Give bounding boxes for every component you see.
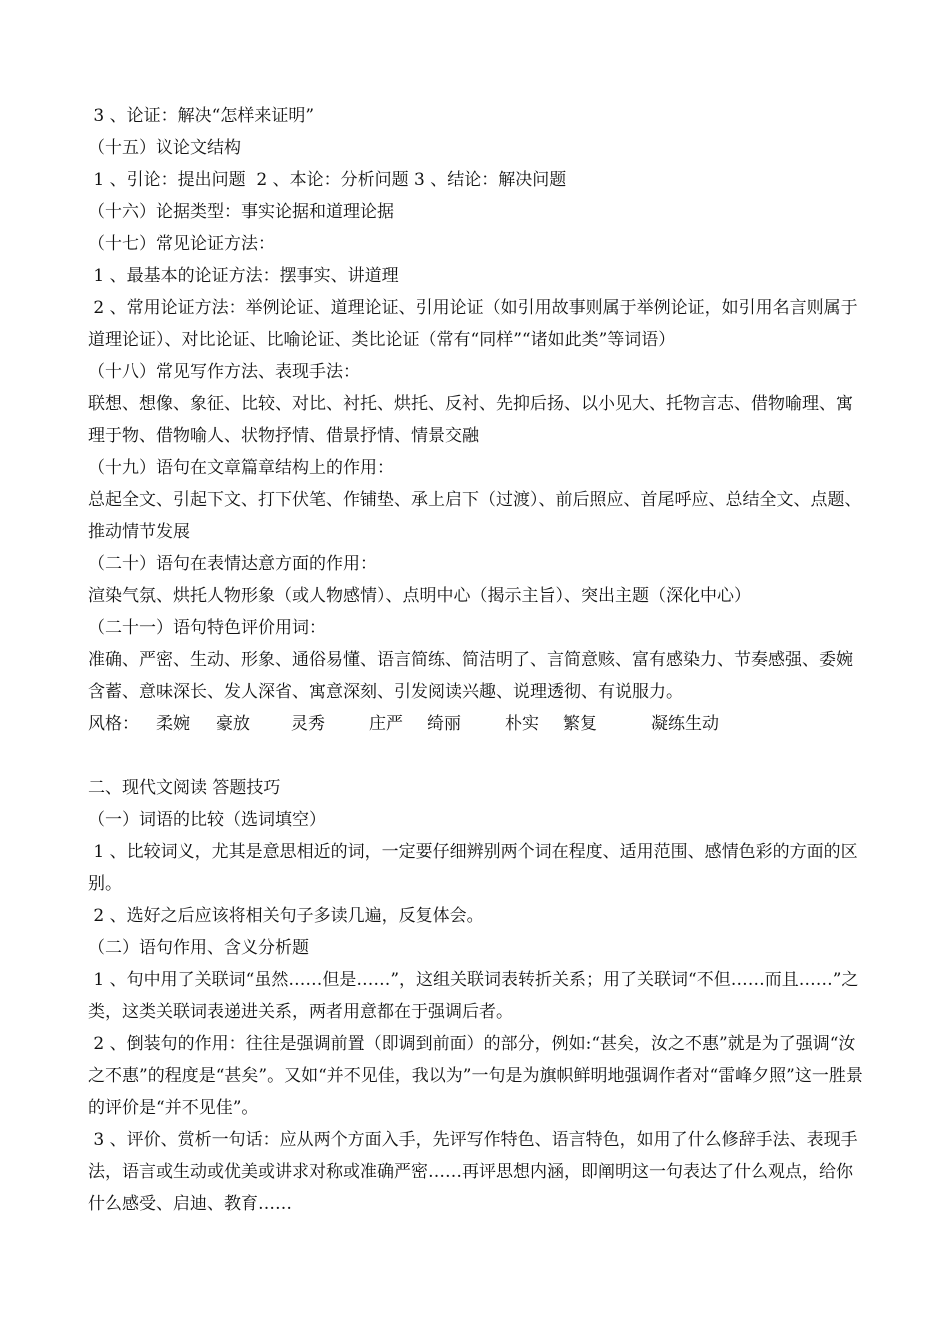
heading-16-evidence-types: （十六）论据类型：事实论据和道理论据 xyxy=(88,202,394,222)
heading-17-argument-methods: （十七）常见论证方法： xyxy=(88,234,275,254)
section-heading-modern-reading: 二、现代文阅读 答题技巧 xyxy=(88,778,281,798)
paragraph-common-methods: 2 、常用论证方法：举例论证、道理论证、引用论证（如引用故事则属于举例论证，如引用名言则属于道理论证）、对比论证、比喻论证、类比论证（常有“同样”“诸如此类”等词语） xyxy=(88,298,858,350)
heading-15-structure: （十五）议论文结构 xyxy=(88,138,241,158)
paragraph-word-comparison-2: 2 、选好之后应该将相关句子多读几遍，反复体会。 xyxy=(88,906,484,926)
style-label: 风格： xyxy=(88,714,139,734)
style-item: 凝练生动 xyxy=(651,714,719,734)
style-list xyxy=(88,708,868,740)
paragraph-evaluation-terms: 准确、严密、生动、形象、通俗易懂、语言简练、简洁明了、言简意赅、富有感染力、节奏感强、委婉含蓄、意味深长、发人深省、寓意深刻、引发阅读兴趣、说理透彻、有说服力。 xyxy=(88,650,853,702)
paragraph-argument-3: 3 、论证：解决“怎样来证明” xyxy=(88,106,315,126)
style-item: 豪放 xyxy=(216,714,250,734)
paragraph-writing-methods: 联想、想像、象征、比较、对比、衬托、烘托、反衬、先抑后扬、以小见大、托物言志、借物喻理、寓理于物、借物喻人、状物抒情、借景抒情、情景交融 xyxy=(88,394,853,446)
paragraph-expressive-role: 渲染气氛、烘托人物形象（或人物感情）、点明中心（揭示主旨）、突出主题（深化中心） xyxy=(88,586,751,606)
style-item: 柔婉 xyxy=(156,714,190,734)
paragraph-word-comparison-1: 1 、比较词义，尤其是意思相近的词，一定要仔细辨别两个词在程度、适用范围、感情色彩的方面的区别。 xyxy=(88,842,858,894)
document-page xyxy=(88,100,868,1220)
paragraph-inversion: 2 、倒装句的作用：往往是强调前置（即调到前面）的部分，例如:“甚矣，汝之不惠”就是为了强调“汝之不惠”的程度是“甚矣”。又如“并不见佳，我以为”一句是为旗帜鲜明地强调作者对“雷峰夕照”这一胜景的评价是“并不见佳”。 xyxy=(88,1034,863,1118)
heading-18-writing-methods: （十八）常见写作方法、表现手法： xyxy=(88,362,360,382)
paragraph-conjunctions: 1 、句中用了关联词“虽然……但是……”，这组关联词表转折关系；用了关联词“不但……而且……”之类，这类关联词表递进关系，两者用意都在于强调后者。 xyxy=(88,970,859,1022)
blank-line xyxy=(88,740,868,772)
heading-19-structural-role: （十九）语句在文章篇章结构上的作用： xyxy=(88,458,394,478)
style-item: 繁复 xyxy=(563,714,597,734)
style-item: 朴实 xyxy=(505,714,539,734)
style-item: 绮丽 xyxy=(427,714,461,734)
heading-20-expressive-role: （二十）语句在表情达意方面的作用： xyxy=(88,554,377,574)
paragraph-basic-method: 1 、最基本的论证方法：摆事实、讲道理 xyxy=(88,266,399,286)
heading-21-evaluation-terms: （二十一）语句特色评价用词： xyxy=(88,618,326,638)
paragraph-structure-parts: 1 、引论：提出问题 2 、本论：分析问题 3 、结论：解决问题 xyxy=(88,170,567,190)
style-item: 庄严 xyxy=(369,714,403,734)
paragraph-appreciation: 3 、评价、赏析一句话：应从两个方面入手，先评写作特色、语言特色，如用了什么修辞手法、表现手法，语言或生动或优美或讲求对称或准确严密……再评思想内涵，即阐明这一句表达了什么观点，给你什么感受、启迪、教育…… xyxy=(88,1130,858,1214)
style-item: 灵秀 xyxy=(291,714,325,734)
heading-1-word-comparison: （一）词语的比较（选词填空） xyxy=(88,810,326,830)
heading-2-sentence-analysis: （二）语句作用、含义分析题 xyxy=(88,938,309,958)
paragraph-structural-role: 总起全文、引起下文、打下伏笔、作铺垫、承上启下（过渡）、前后照应、首尾呼应、总结全文、点题、推动情节发展 xyxy=(88,490,862,542)
